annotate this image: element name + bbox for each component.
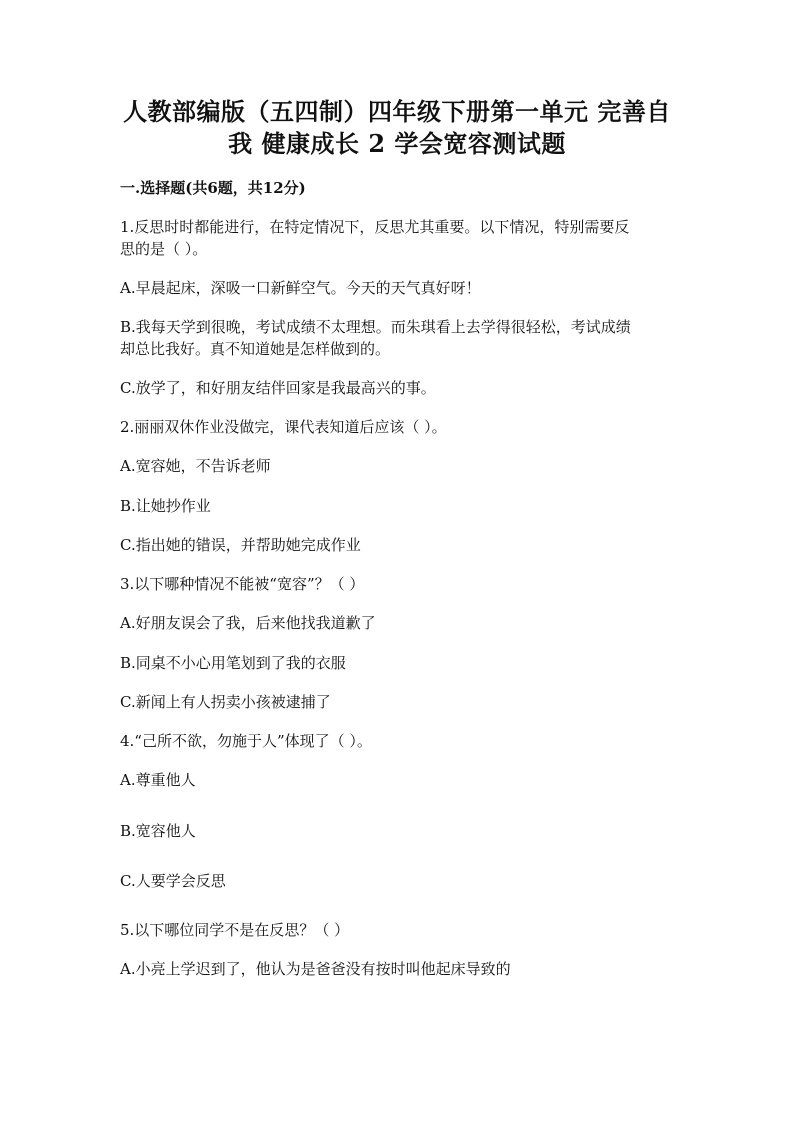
question-3-option-c: C.新闻上有人拐卖小孩被逮捕了 (120, 693, 331, 711)
question-3-option-a: A.好朋友误会了我，后来他找我道歉了 (120, 614, 376, 632)
question-4-option-c: C.人要学会反思 (120, 872, 226, 890)
question-1-option-b-line-2: 却总比我好。真不知道她是怎样做到的。 (120, 340, 391, 358)
question-5-stem: 5.以下哪位同学不是在反思？（ ） (120, 921, 350, 939)
question-1-option-c: C.放学了，和好朋友结伴回家是我最高兴的事。 (120, 379, 436, 397)
question-2-option-c: C.指出她的错误，并帮助她完成作业 (120, 536, 361, 554)
question-2-stem: 2.丽丽双休作业没做完，课代表知道后应该（ ）。 (120, 418, 447, 436)
question-2-option-a: A.宽容她，不告诉老师 (120, 457, 271, 475)
question-3-stem: 3.以下哪种情况不能被“宽容”？（ ） (120, 575, 365, 593)
section-heading: 一.选择题(共6题，共12分) (120, 179, 306, 197)
question-4-option-a: A.尊重他人 (120, 771, 196, 789)
question-5-option-a: A.小亮上学迟到了，他认为是爸爸没有按时叫他起床导致的 (120, 960, 511, 978)
question-1-stem-line-2: 思的是（ ）。 (120, 240, 208, 258)
question-1-stem-line-1: 1.反思时时都能进行，在特定情况下，反思尤其重要。以下情况，特别需要反 (120, 218, 630, 236)
question-3-option-b: B.同桌不小心用笔划到了我的衣服 (120, 654, 346, 672)
question-4-stem: 4.“己所不欲，勿施于人”体现了（ ）。 (120, 732, 372, 750)
question-1-option-a: A.早晨起床，深吸一口新鲜空气。今天的天气真好呀！ (120, 279, 481, 297)
question-2-option-b: B.让她抄作业 (120, 497, 211, 515)
document-title-line-1: 人教部编版（五四制）四年级下册第一单元 完善自 (123, 97, 671, 126)
question-4-option-b: B.宽容他人 (120, 822, 196, 840)
document-title-line-2: 我 健康成长 2 学会宽容测试题 (228, 129, 566, 158)
question-1-option-b-line-1: B.我每天学到很晚，考试成绩不太理想。而朱琪看上去学得很轻松，考试成绩 (120, 318, 631, 336)
